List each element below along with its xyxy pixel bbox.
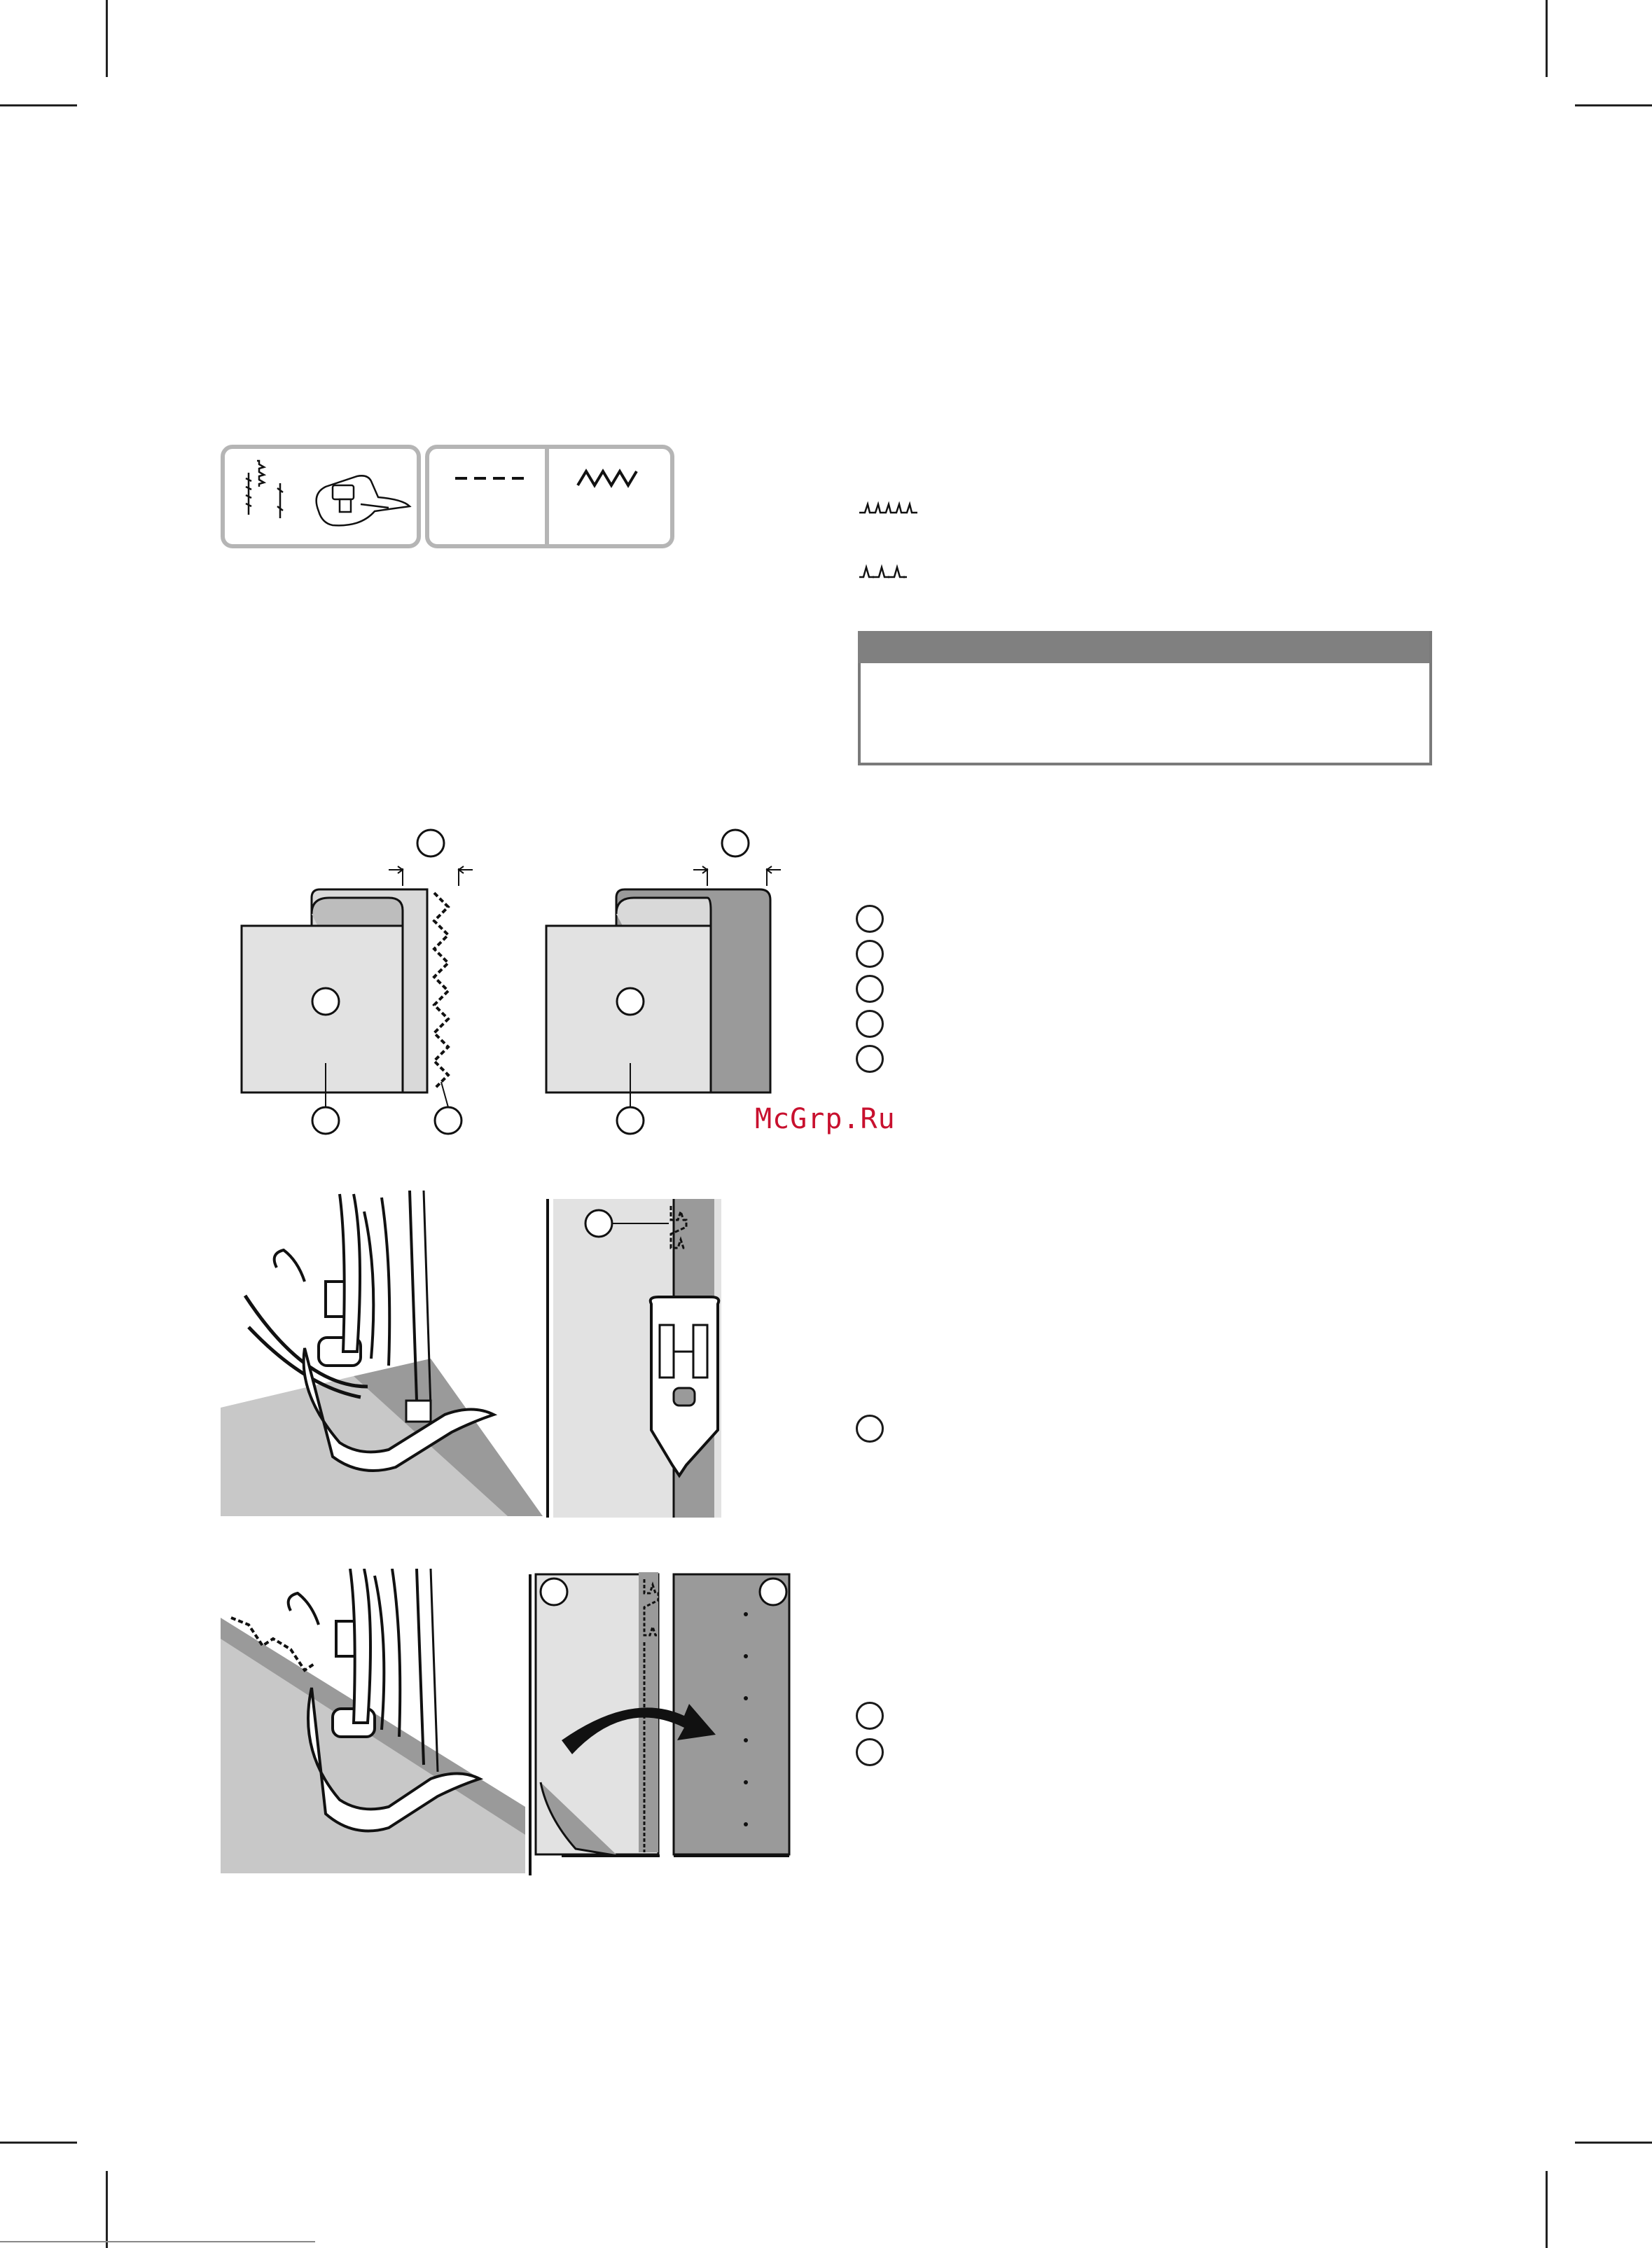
crop-mark-top-left-v bbox=[106, 0, 108, 77]
fold-diagram-medium bbox=[536, 819, 802, 1142]
crop-mark-top-left-h bbox=[0, 104, 77, 106]
ref-circle-7 bbox=[856, 1702, 884, 1730]
ref-circle-3 bbox=[856, 975, 884, 1003]
crop-mark-top-right-v bbox=[1546, 0, 1548, 77]
ref-circle-4 bbox=[856, 1010, 884, 1038]
crop-mark-bottom-left-v bbox=[106, 2171, 108, 2248]
note-box-header bbox=[858, 631, 1429, 663]
ref-circle-6 bbox=[856, 1415, 884, 1443]
hem-unfold-illustration bbox=[534, 1572, 794, 1873]
elastic-blind-hem-symbol bbox=[858, 560, 921, 581]
presser-foot-topview bbox=[553, 1199, 721, 1518]
divider-line-2 bbox=[529, 1574, 532, 1875]
ref-circle-5 bbox=[856, 1045, 884, 1073]
bottom-rule bbox=[0, 2241, 315, 2242]
crop-mark-top-right-h bbox=[1575, 104, 1652, 106]
crop-mark-bottom-left-h bbox=[0, 2142, 77, 2144]
crop-mark-bottom-right-h bbox=[1575, 2142, 1652, 2144]
presser-foot-illustration-2 bbox=[221, 1569, 525, 1873]
crop-mark-bottom-right-v bbox=[1546, 2171, 1548, 2248]
blind-hem-symbol bbox=[858, 497, 921, 518]
watermark: McGrp.Ru bbox=[755, 1103, 896, 1135]
presser-foot-illustration-1 bbox=[221, 1191, 543, 1516]
divider-line-1 bbox=[546, 1199, 549, 1518]
ref-circle-2 bbox=[856, 940, 884, 968]
ref-circle-1 bbox=[856, 905, 884, 933]
stitch-selector bbox=[221, 445, 676, 550]
fold-diagram-heavy bbox=[231, 819, 490, 1142]
ref-circle-8 bbox=[856, 1738, 884, 1766]
